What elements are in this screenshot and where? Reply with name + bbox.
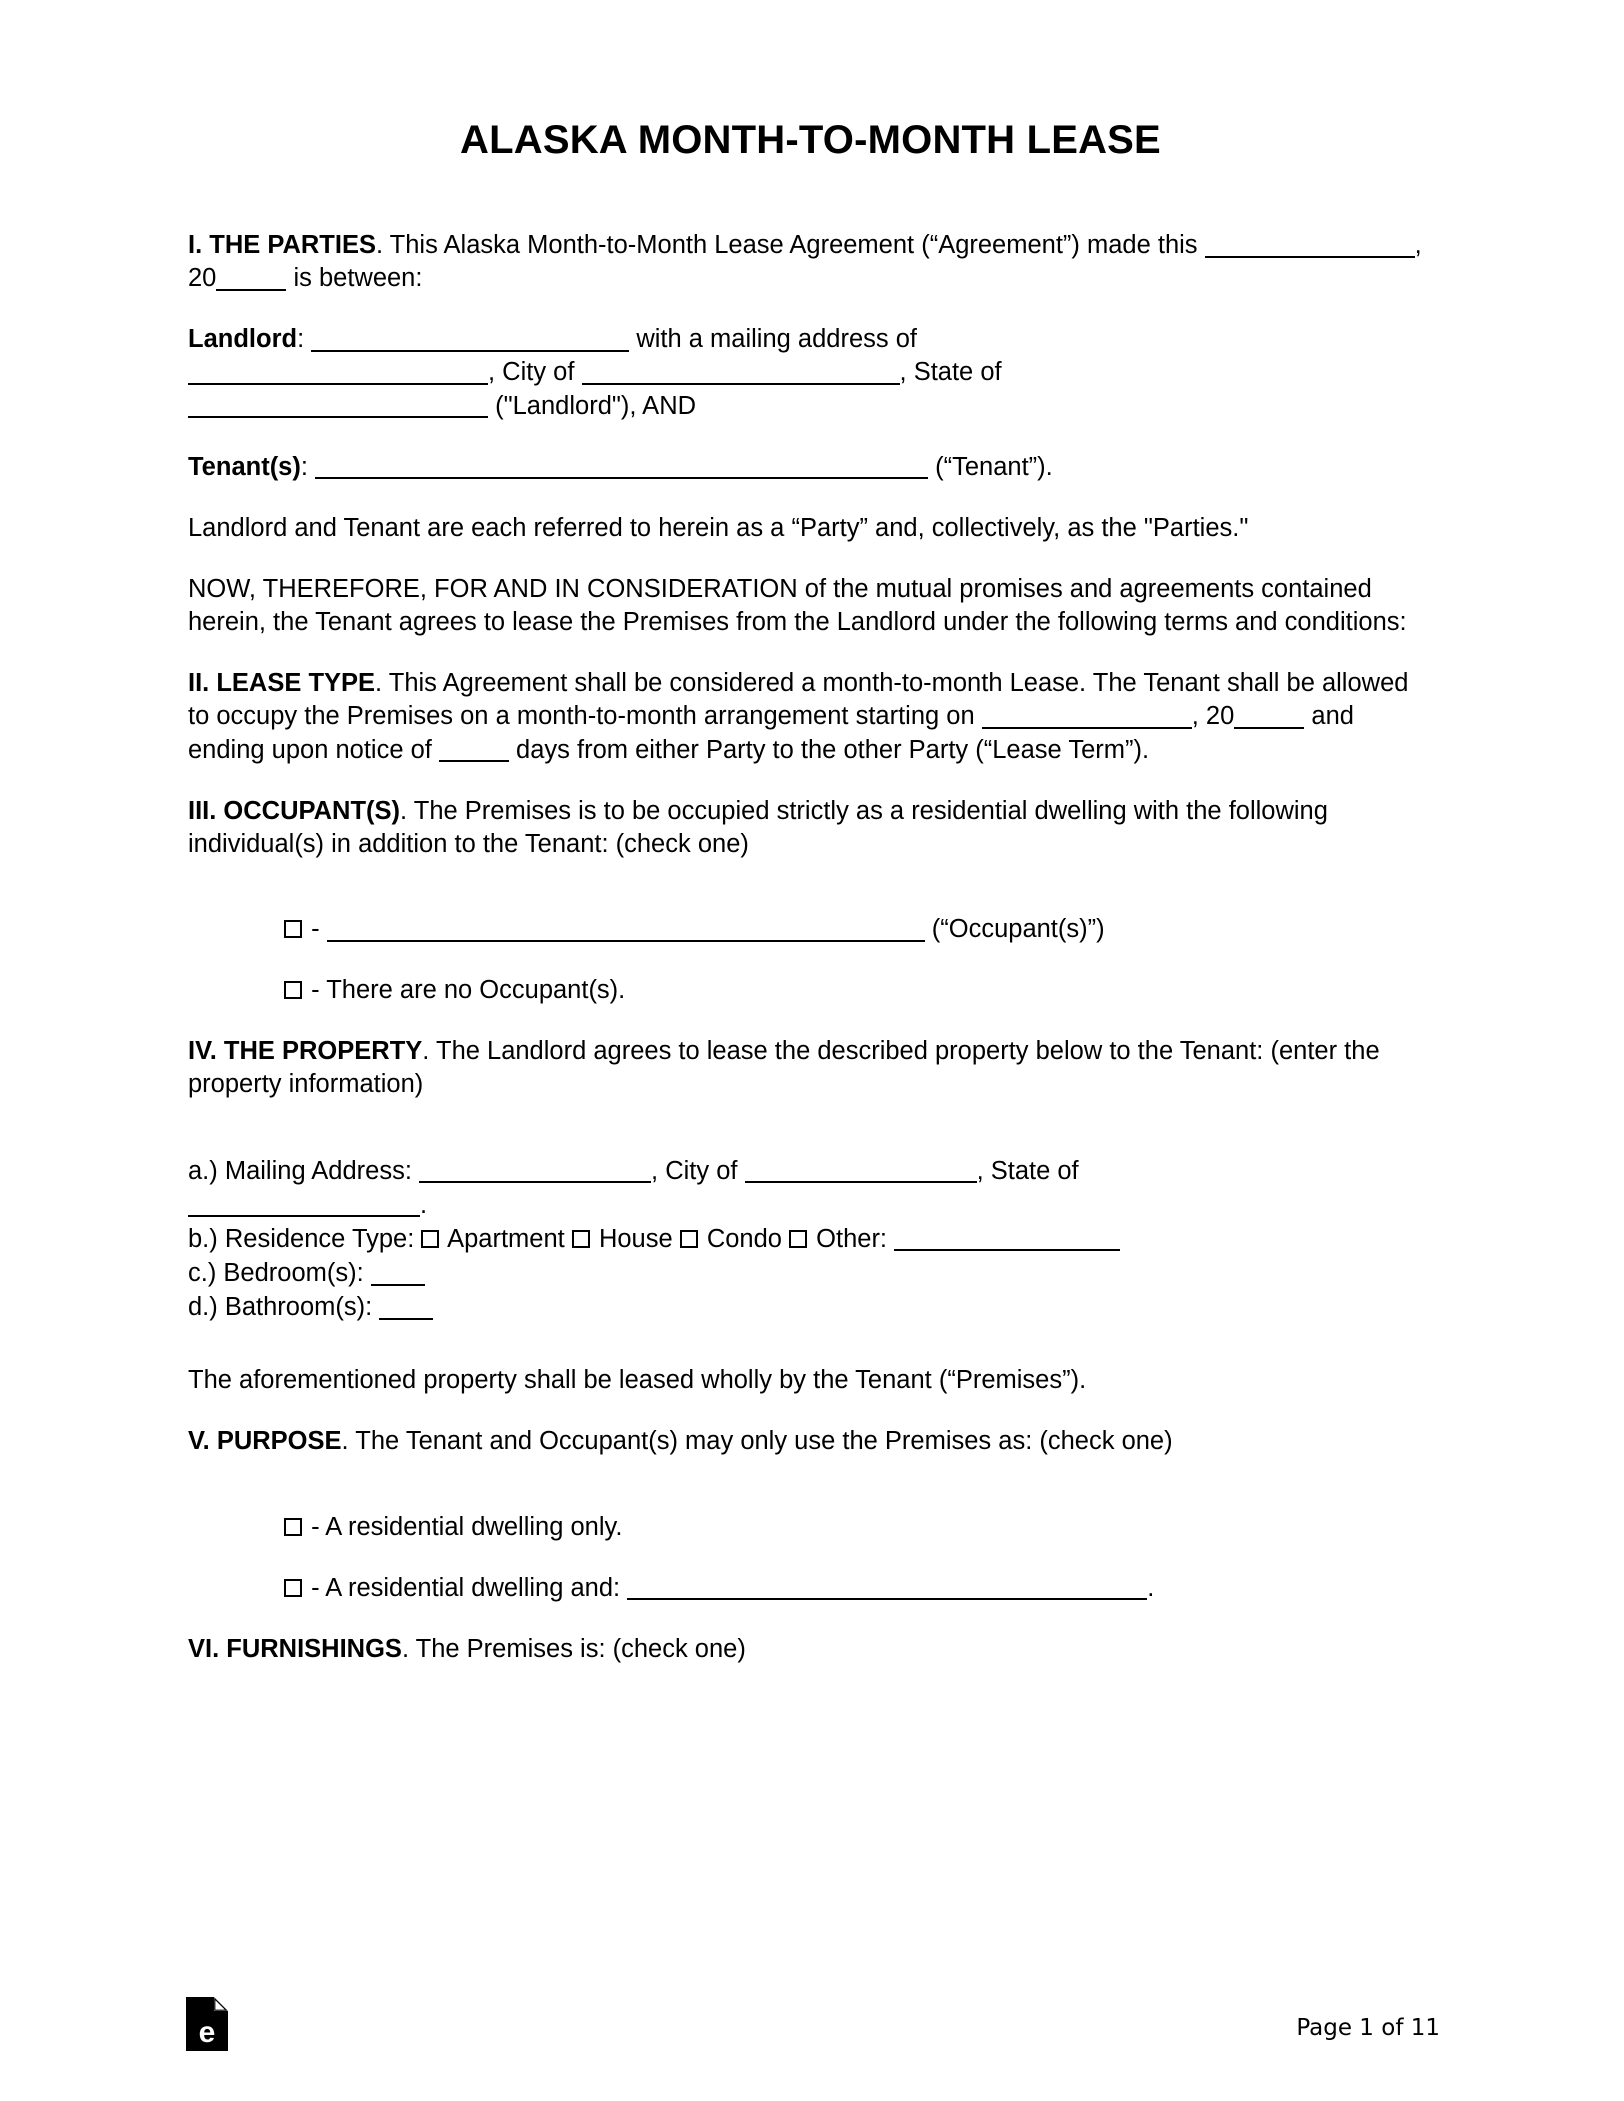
- occupants-option-2-label: - There are no Occupant(s).: [311, 976, 626, 1005]
- checkbox-icon-other[interactable]: [789, 1230, 807, 1248]
- lease-notice-days-blank[interactable]: [439, 736, 509, 762]
- occupants-option-1-prefix: -: [311, 914, 327, 943]
- purpose-option-residential-and: [284, 1572, 1433, 1605]
- residence-type-house: House: [598, 1224, 680, 1253]
- property-item-b: [188, 1222, 1433, 1256]
- lease-type-text-d: days from either Party to the other Party (“Lease Term”).: [508, 735, 1150, 764]
- checkbox-icon-condo[interactable]: [680, 1230, 698, 1248]
- property-item-a-city: , City of: [651, 1156, 745, 1185]
- page-title: ALASKA MONTH-TO-MONTH LEASE: [460, 118, 1161, 162]
- landlord-city-label: , City of: [488, 358, 582, 387]
- landlord-address-blank[interactable]: [188, 359, 488, 385]
- section-occupants: [188, 795, 1433, 861]
- property-item-a-state: , State of: [976, 1156, 1079, 1185]
- section-heading-furnishings: VI. FURNISHINGS: [188, 1634, 402, 1663]
- eforms-logo-letter: e: [198, 2016, 216, 2049]
- landlord-block: Landlord: with a mailing address of , City of , State of ("Landlord"), AND: [188, 325, 1002, 420]
- document-body: [188, 118, 1433, 1694]
- section-parties-intro: [188, 229, 1433, 295]
- property-text: . The Landlord agrees to lease the described property below to the Tenant: (enter the property information): [188, 1037, 1380, 1099]
- parties-date-blank[interactable]: [1205, 231, 1415, 257]
- landlord-label: Landlord: [188, 325, 298, 354]
- property-city-blank[interactable]: [745, 1157, 977, 1183]
- residence-type-other: Other:: [816, 1224, 895, 1253]
- section-heading-occupants: III. OCCUPANT(S): [188, 796, 401, 825]
- checkbox-icon-apartment[interactable]: [421, 1230, 439, 1248]
- tenant-block: Tenant(s): (“Tenant”).: [188, 452, 1053, 481]
- section-heading-parties: I. THE PARTIES: [188, 231, 376, 259]
- residence-type-condo: Condo: [706, 1224, 790, 1253]
- bedrooms-blank[interactable]: [371, 1259, 425, 1285]
- lease-start-year-blank[interactable]: [1234, 703, 1304, 729]
- property-item-d-label: d.) Bathroom(s):: [188, 1293, 380, 1322]
- property-item-a: [188, 1154, 1433, 1222]
- spacer: [188, 1485, 1433, 1511]
- residence-type-other-blank[interactable]: [894, 1225, 1120, 1251]
- property-item-c-label: c.) Bedroom(s):: [188, 1259, 371, 1287]
- lease-type-text-c: and ending upon notice of: [188, 702, 1354, 764]
- occupants-option-named: [284, 913, 1433, 946]
- occupants-text: . The Premises is to be occupied strictly as a residential dwelling with the following individual(s) in addition to the Tenant: (check one): [188, 796, 1328, 858]
- section-lease-type: [188, 667, 1433, 766]
- property-item-a-period: .: [420, 1190, 428, 1219]
- purpose-option-1-label: - A residential dwelling only.: [311, 1512, 623, 1541]
- checkbox-icon-occupants-none[interactable]: [284, 981, 302, 999]
- occupants-option-none: [284, 974, 1433, 1007]
- residence-type-apartment: Apartment: [447, 1224, 572, 1253]
- property-item-c: [188, 1256, 1433, 1290]
- purpose-text: . The Tenant and Occupant(s) may only use the Premises as: (check one): [341, 1427, 1173, 1456]
- checkbox-icon-residential-only[interactable]: [284, 1518, 302, 1536]
- tenant-close: (“Tenant”).: [928, 452, 1053, 481]
- section-furnishings: [188, 1633, 1433, 1666]
- lease-type-text-a: . This Agreement shall be considered a month-to-month Lease. The Tenant shall be allowed to occupy the Premises on a month-to-month arrangement starting on: [188, 669, 1409, 731]
- tenant-name-blank[interactable]: [315, 453, 928, 479]
- section-heading-lease-type: II. LEASE TYPE: [188, 669, 376, 698]
- page-number-label: Page 1 of 11: [1296, 2015, 1440, 2041]
- parties-intro-b: , 20: [188, 231, 1422, 293]
- occupants-option-1-suffix: (“Occupant(s)”): [924, 914, 1105, 943]
- occupants-names-blank[interactable]: [327, 915, 925, 941]
- spacer: [188, 887, 1433, 913]
- eforms-logo-icon: [186, 1997, 228, 2051]
- property-item-a-label: a.) Mailing Address:: [188, 1156, 420, 1185]
- lease-type-text-b: , 20: [1191, 702, 1235, 731]
- parties-intro-a: . This Alaska Month-to-Month Lease Agreement (“Agreement”) made this: [375, 231, 1205, 259]
- property-address-blank[interactable]: [419, 1157, 651, 1183]
- purpose-option-residential-only: [284, 1511, 1433, 1544]
- section-heading-property: IV. THE PROPERTY: [188, 1037, 423, 1066]
- property-closing-text: The aforementioned property shall be leased wholly by the Tenant (“Premises”).: [188, 1366, 1087, 1395]
- page-footer: [0, 1997, 1624, 2057]
- purpose-other-use-blank[interactable]: [627, 1574, 1147, 1600]
- section-heading-purpose: V. PURPOSE: [188, 1427, 342, 1456]
- landlord-state-label: , State of: [899, 358, 1002, 387]
- consideration-text: NOW, THEREFORE, FOR AND IN CONSIDERATION of the mutual promises and agreements contained herein, the Tenant agrees to lease the Premises from the Landlord under the following terms and conditions:: [188, 574, 1407, 637]
- purpose-option-2-suffix: .: [1147, 1573, 1155, 1602]
- parties-referred-text: Landlord and Tenant are each referred to herein as a “Party” and, collectively, as the "Parties.": [188, 513, 1249, 542]
- landlord-state-blank[interactable]: [188, 392, 488, 418]
- landlord-city-blank[interactable]: [582, 359, 900, 385]
- property-item-d: [188, 1290, 1433, 1324]
- parties-intro-c: is between:: [286, 264, 423, 293]
- bathrooms-blank[interactable]: [379, 1294, 433, 1320]
- checkbox-icon-house[interactable]: [572, 1230, 590, 1248]
- spacer: [188, 1324, 1433, 1364]
- section-property: [188, 1035, 1433, 1101]
- checkbox-icon-residential-and[interactable]: [284, 1579, 302, 1597]
- landlord-close: ("Landlord"), AND: [488, 391, 697, 420]
- purpose-option-2-prefix: - A residential dwelling and:: [311, 1573, 628, 1602]
- lease-start-date-blank[interactable]: [982, 703, 1192, 729]
- spacer: [188, 1128, 1433, 1154]
- property-item-b-label: b.) Residence Type:: [188, 1224, 422, 1253]
- landlord-name-blank[interactable]: [311, 326, 629, 352]
- tenant-label: Tenant(s): [188, 452, 301, 481]
- parties-year-blank[interactable]: [216, 265, 286, 291]
- property-state-blank[interactable]: [188, 1191, 420, 1217]
- section-purpose: [188, 1425, 1433, 1458]
- checkbox-icon-occupants-named[interactable]: [284, 920, 302, 938]
- furnishings-text: . The Premises is: (check one): [401, 1634, 746, 1663]
- landlord-after-name: with a mailing address of: [629, 325, 917, 354]
